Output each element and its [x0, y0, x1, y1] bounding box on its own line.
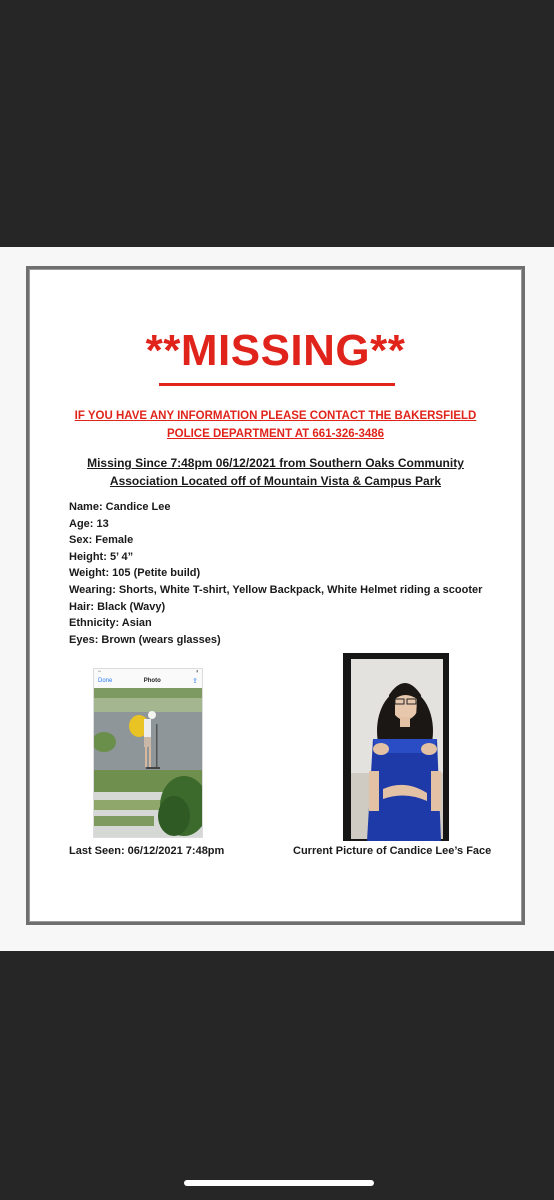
detail-age: Age: 13 [69, 517, 109, 530]
phone-photo-title: Photo [143, 678, 161, 684]
phone-nav-bar [94, 675, 202, 687]
detail-sex: Sex: Female [69, 534, 134, 547]
phone-done-button: Done [98, 678, 113, 684]
missing-since-line-1: Missing Since 7:48pm 06/12/2021 from Southern Oaks Community [87, 456, 464, 470]
current-picture-caption: Current Picture of Candice Lee’s Face [293, 845, 492, 857]
missing-poster [26, 266, 525, 925]
last-seen-photo [93, 668, 203, 838]
current-portrait-photo [343, 653, 449, 841]
home-indicator[interactable] [184, 1180, 374, 1186]
poster-headline: **MISSING** [145, 326, 406, 375]
portrait-image [343, 653, 449, 841]
detail-ethnicity: Ethnicity: Asian [69, 617, 152, 630]
phone-status-bar: ••• ▮ [98, 669, 198, 673]
detail-name: Name: Candice Lee [69, 501, 171, 513]
detail-weight: Weight: 105 (Petite build) [69, 567, 201, 580]
last-seen-caption: Last Seen: 06/12/2021 7:48pm [69, 845, 225, 857]
share-icon: ⇪ [192, 678, 198, 685]
contact-line-2: POLICE DEPARTMENT AT 661-326-3486 [166, 428, 385, 440]
detail-height: Height: 5’ 4” [69, 550, 134, 563]
contact-line-1: IF YOU HAVE ANY INFORMATION PLEASE CONTACT THE BAKERSFIELD [74, 410, 477, 422]
detail-list [69, 499, 519, 648]
missing-since-line-2: Association Located off of Mountain Vista & Campus Park [109, 474, 442, 488]
detail-wearing: Wearing: Shorts, White T-shirt, Yellow Backpack, White Helmet riding a scooter [69, 583, 483, 596]
detail-eyes: Eyes: Brown (wears glasses) [69, 633, 221, 646]
headline-underline [159, 383, 395, 386]
detail-hair: Hair: Black (Wavy) [69, 600, 166, 613]
image-content[interactable] [0, 247, 554, 951]
scooter-scene-image [94, 688, 202, 837]
